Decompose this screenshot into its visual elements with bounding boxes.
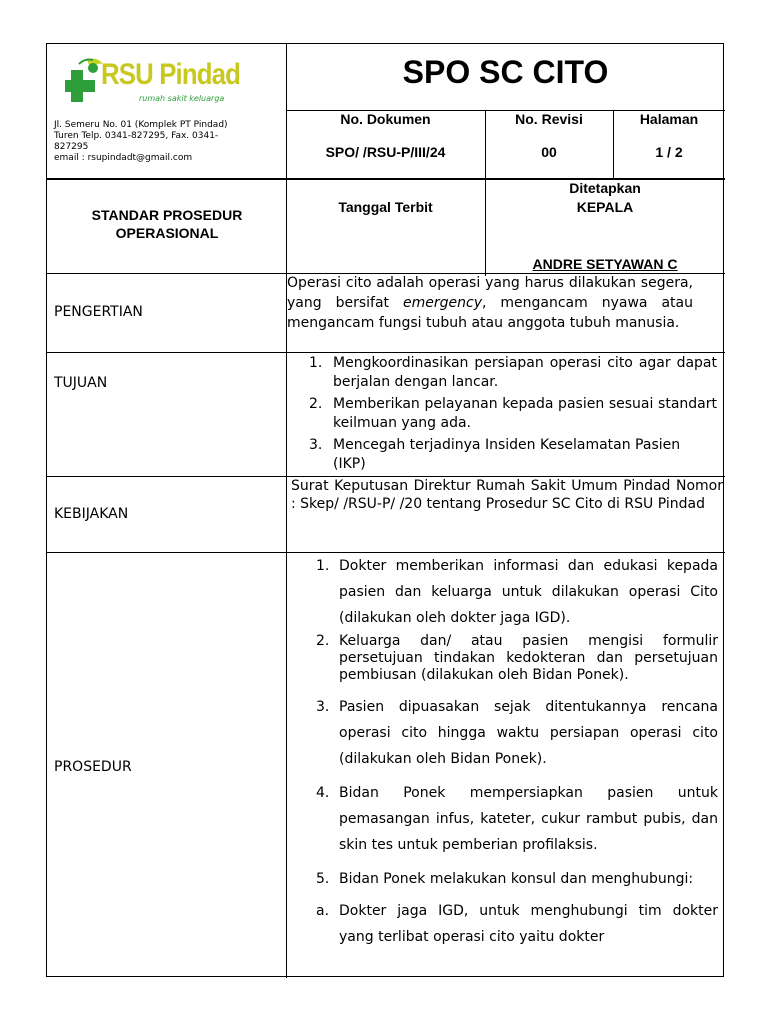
revision-value: 00 xyxy=(541,144,557,160)
address-block: Jl. Semeru No. 01 (Komplek PT Pindad) Turen Telp. 0341-827295, Fax. 0341- 827295 email : rsupindadt@gmail.com xyxy=(54,120,228,163)
logo-block xyxy=(65,56,275,108)
approved-label: Ditetapkan xyxy=(569,180,641,196)
approved-name: ANDRE SETYAWAN C xyxy=(532,256,678,272)
spo-label: STANDAR PROSEDUR OPERASIONAL xyxy=(91,207,243,241)
list-item: 1. Mengkoordinasikan persiapan operasi cito agar dapat berjalan dengan lancar. xyxy=(309,355,717,390)
list-item: 2. Memberikan pelayanan kepada pasien sesuai standart keilmuan yang ada. xyxy=(309,396,717,431)
kebijakan-text: Surat Keputusan Direktur Rumah Sakit Umum Pindad Nomor : Skep/ /RSU-P/ /20 tentang Prosedur SC Cito di RSU Pindad xyxy=(291,478,723,512)
logo-text: RSU Pindad xyxy=(101,58,241,91)
doc-number-label: No. Dokumen xyxy=(340,111,431,127)
logo-subtext: rumah sakit keluarga xyxy=(139,94,225,103)
list-item: 4. Bidan Ponek mempersiapkan pasien untuk pemasangan infus, kateter, cukur rambut pubis, dan skin tes untuk pemberian profilaksis. xyxy=(316,785,718,853)
approved-role: KEPALA xyxy=(576,199,634,215)
list-item: 5. Bidan Ponek melakukan konsul dan menghubungi: xyxy=(316,871,694,887)
revision-label: No. Revisi xyxy=(515,111,583,127)
prosedur-list xyxy=(316,553,718,950)
list-item: 2. Keluarga dan/ atau pasien mengisi formulir persetujuan tindakan kedokteran dan persetujuan pembiusan (dilakukan oleh Bidan Ponek). xyxy=(316,633,718,683)
tujuan-list xyxy=(309,354,717,474)
list-item: 3. Pasien dipuasakan sejak ditentukannya rencana operasi cito hingga waktu persiapan operasi cito (dilakukan oleh Bidan Ponek). xyxy=(316,699,718,767)
kebijakan-label: KEBIJAKAN xyxy=(54,506,129,522)
page-value: 1 / 2 xyxy=(655,144,683,160)
pengertian-text: Operasi cito adalah operasi yang harus dilakukan segera, yang bersifat emergency, mengancam nyawa atau mengancam fungsi tubuh atau anggota tubuh manusia. xyxy=(287,275,693,331)
issue-date-label: Tanggal Terbit xyxy=(338,199,433,215)
document-title: SPO SC CITO xyxy=(402,54,609,90)
list-item: a. Dokter jaga IGD, untuk menghubungi tim dokter yang terlibat operasi cito yaitu dokter xyxy=(316,903,718,945)
spo-document xyxy=(46,43,724,977)
tujuan-label: TUJUAN xyxy=(54,375,108,391)
list-item: 1. Dokter memberikan informasi dan edukasi kepada pasien dan keluarga untuk dilakukan operasi Cito (dilakukan oleh dokter jaga IGD). xyxy=(316,558,718,626)
list-item: 3. Mencegah terjadinya Insiden Keselamatan Pasien (IKP) xyxy=(309,437,681,472)
pengertian-label: PENGERTIAN xyxy=(54,304,143,320)
prosedur-label: PROSEDUR xyxy=(54,759,132,775)
doc-number-value: SPO/ /RSU-P/III/24 xyxy=(325,144,446,160)
page-label: Halaman xyxy=(639,111,699,127)
